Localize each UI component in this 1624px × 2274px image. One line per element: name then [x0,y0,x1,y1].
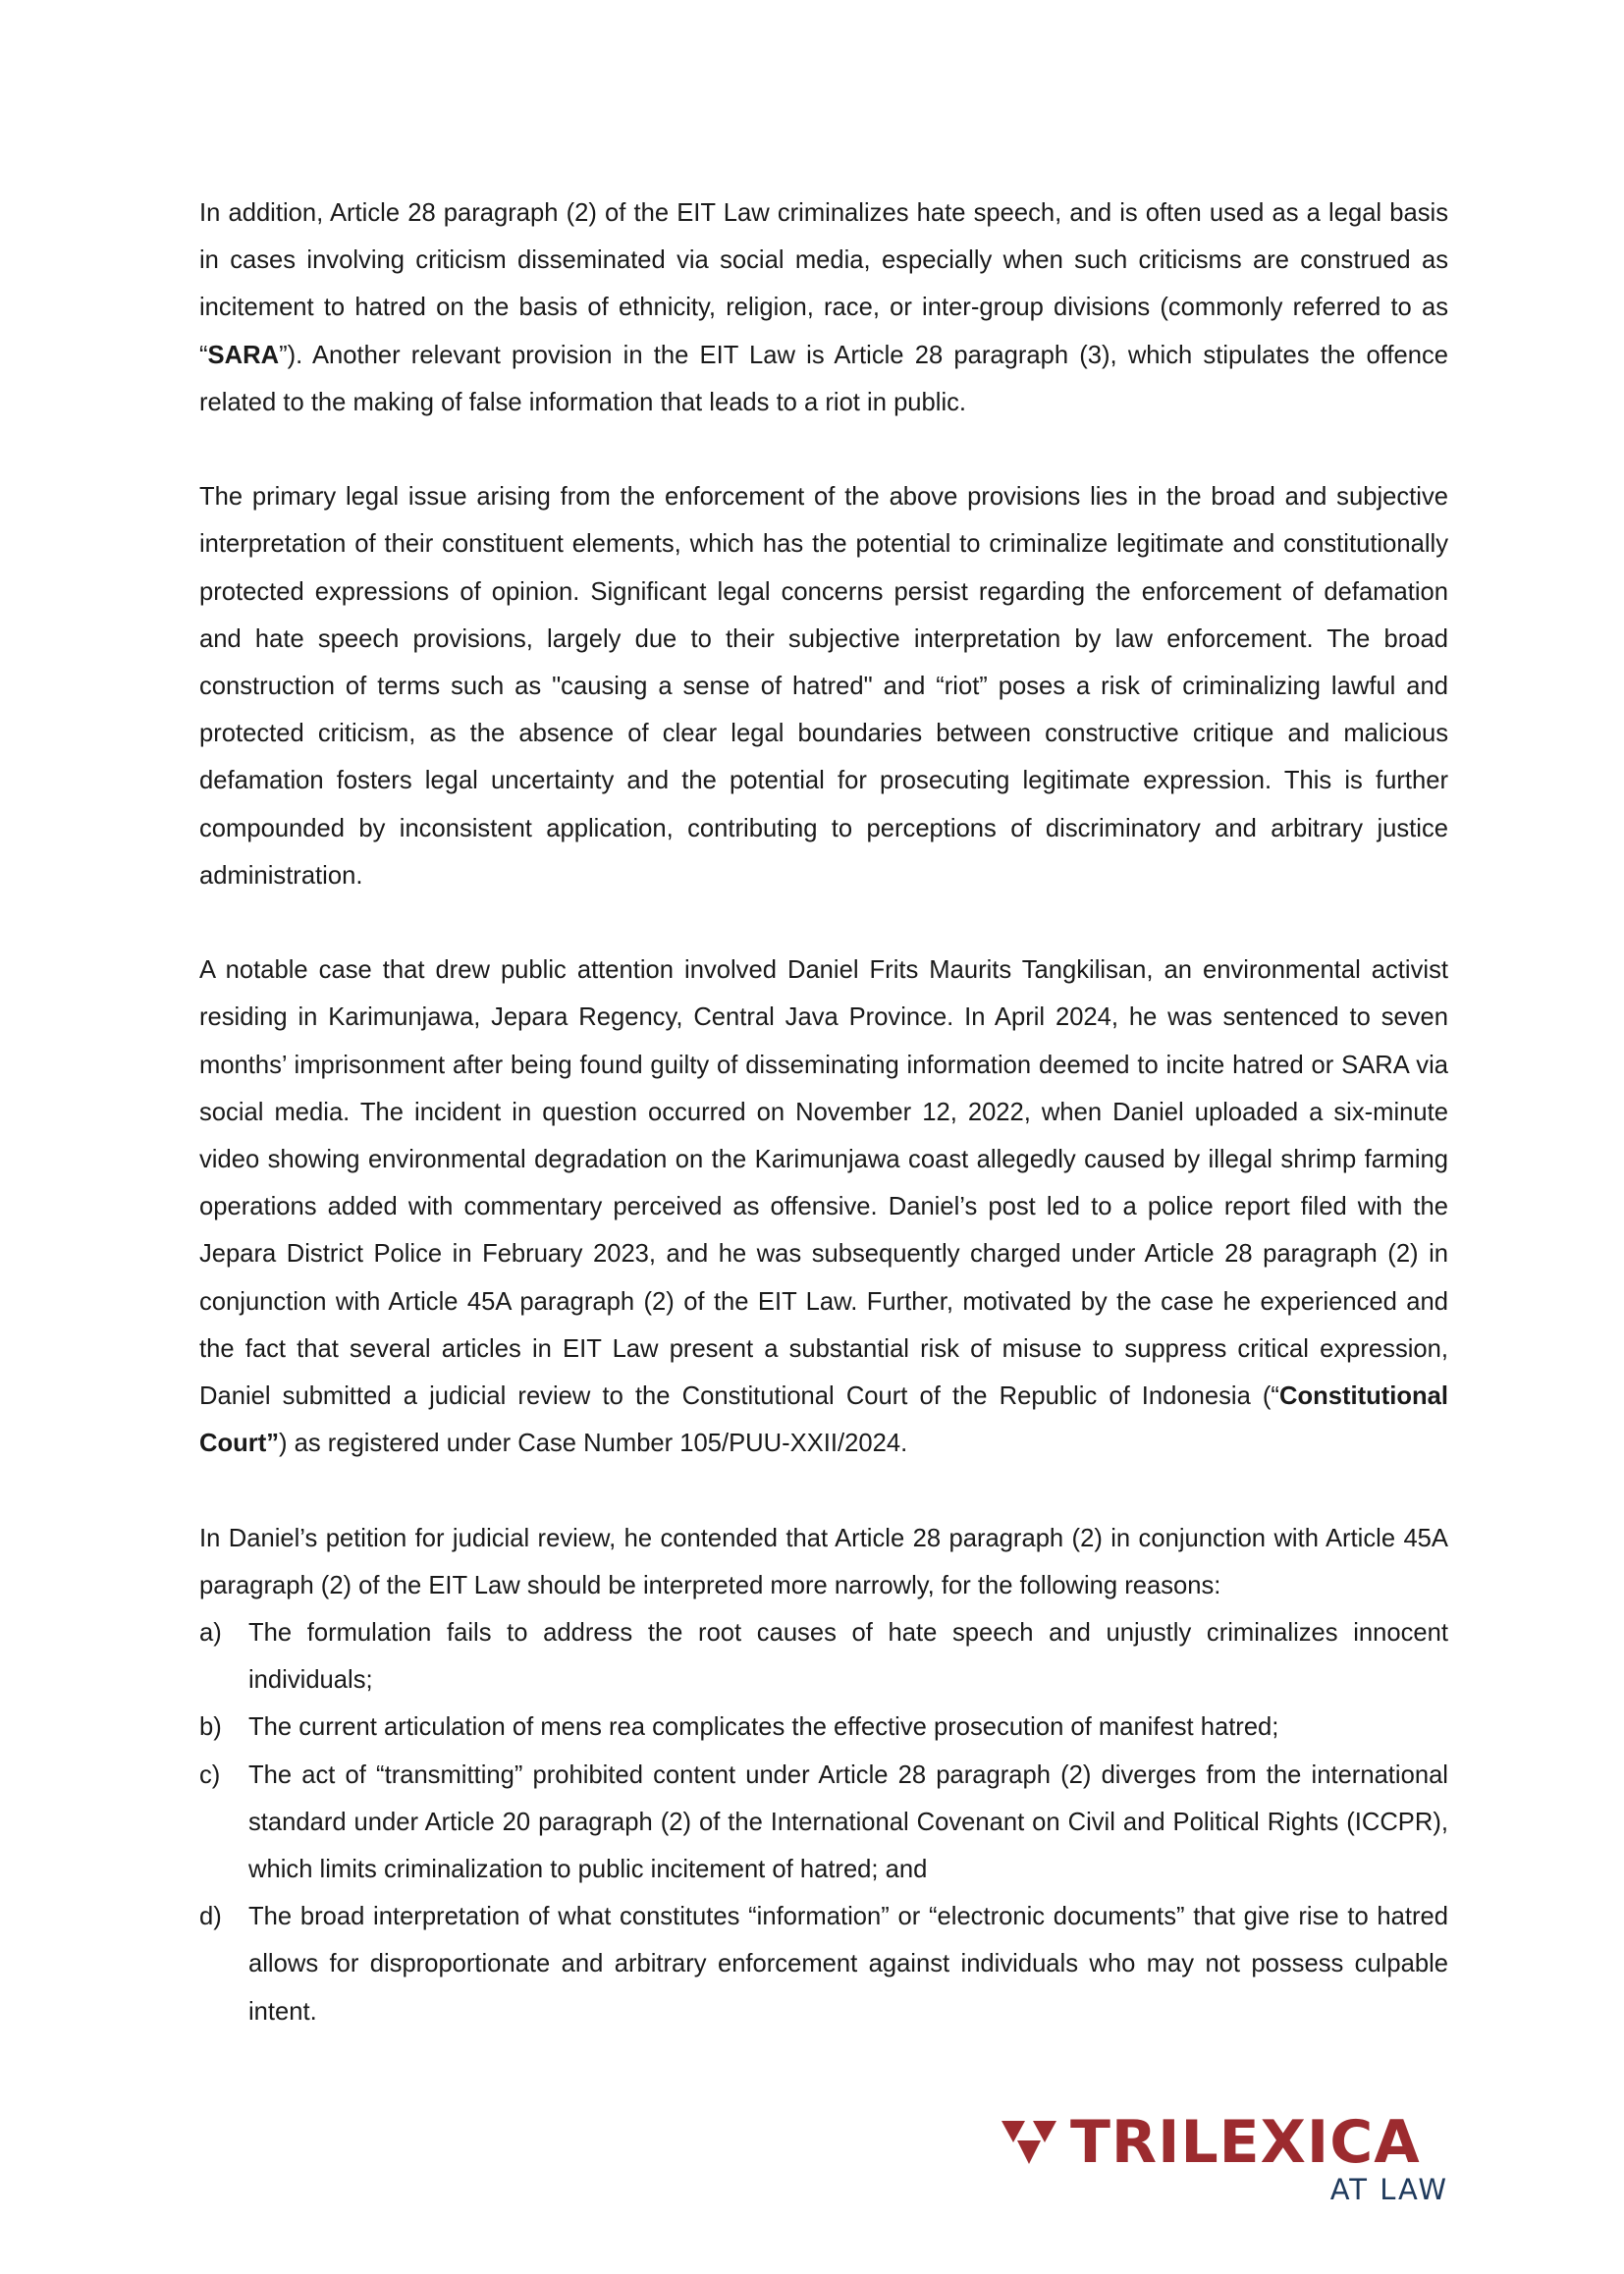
paragraph-legal-issue: The primary legal issue arising from the enforcement of the above provisions lies in the broad and subjective interpretation of their constituent elements, which has the potential to criminalize legitimate and constitutionally protected expressions of opinion. Significant legal concerns persist regarding the enforcement of defamation and hate speech provisions, largely due to their subjective interpretation by law enforcement. The broad construction of terms such as "causing a sense of hatred" and “riot” poses a risk of criminalizing lawful and protected criticism, as the absence of clear legal boundaries between constructive critique and malicious defamation fosters legal uncertainty and the potential for prosecuting legitimate expression. This is further compounded by inconsistent application, contributing to perceptions of discriminatory and arbitrary justice administration. [199,483,1448,890]
firm-logo [1001,2108,1453,2206]
paragraph-text: In addition, Article 28 paragraph (2) of the EIT Law criminalizes hate speech, and is often used as a legal basis in cases involving criticism disseminated via social media, especially when such criticisms are construed as incitement to hatred on the basis of ethnicity, religion, race, or inter-group divisions (commonly referred to as “ [199,199,1448,369]
defined-term-sara: SARA [207,341,280,369]
list-item-text: The act of “transmitting” prohibited content under Article 28 paragraph (2) diverges from the international standard under Article 20 paragraph (2) of the International Covenant on Civil and Political Rights (ICCPR), which limits criminalization to public incitement of hatred; and [248,1760,1448,1884]
list-marker: b) [199,1713,222,1742]
logo-subtitle: AT LAW [1329,2173,1448,2206]
list-marker: d) [199,1903,222,1931]
list-item-text: The current articulation of mens rea complicates the effective prosecution of manifest hatred; [248,1713,1279,1742]
paragraph-hate-speech [199,190,1448,426]
paragraph-text: A notable case that drew public attention involved Daniel Frits Maurits Tangkilisan, an environmental activist residing in Karimunjawa, Jepara Regency, Central Java Province. In April 2024, he was sentenced to seven months’ imprisonment after being found guilty of disseminating information deemed to incite hatred or SARA via social media. The incident in question occurred on November 12, 2022, when Daniel uploaded a six-minute video showing environmental degradation on the Karimunjawa coast allegedly caused by illegal shrimp farming operations added with commentary perceived as offensive. Daniel’s post led to a police report filed with the Jepara District Police in February 2023, and he was subsequently charged under Article 28 paragraph (2) in conjunction with Article 45A paragraph (2) of the EIT Law. Further, motivated by the case he experienced and the fact that several articles in EIT Law present a substantial risk of misuse to suppress critical expression, Daniel submitted a judicial review to the Constitutional Court of the Republic of Indonesia (“ [199,956,1448,1411]
logo-name: TRILEXICA [1070,2108,1421,2177]
list-marker: a) [199,1619,222,1648]
list-item-text: The broad interpretation of what constitutes “information” or “electronic documents” that give rise to hatred allows for disproportionate and arbitrary enforcement against individuals who may not possess culpable intent. [248,1903,1448,2026]
list-item [199,1752,1448,1894]
document-body [199,190,1448,2035]
list-item-text: The formulation fails to address the root causes of hate speech and unjustly criminalizes innocent individuals; [248,1619,1448,1695]
paragraph-text: ”). Another relevant provision in the EIT Law is Article 28 paragraph (3), which stipulates the offence related to the making of false information that leads to a riot in public. [199,341,1448,416]
paragraph-text: ) as registered under Case Number 105/PUU-XXII/2024. [279,1430,908,1458]
list-item [199,1704,1448,1751]
list-item [199,1609,1448,1704]
defined-term-constitutional-court: Constitutional Court” [199,1382,1448,1458]
list-marker: c) [199,1760,221,1789]
paragraph-petition-intro: In Daniel’s petition for judicial review, he contended that Article 28 paragraph (2) in conjunction with Article 45A paragraph (2) of the EIT Law should be interpreted more narrowly, for the following reasons: [199,1524,1448,1599]
paragraph-notable-case [199,947,1448,1467]
list-item [199,1893,1448,2035]
inverted-triangle-mark-icon [1001,2121,1056,2166]
reasons-list [199,1609,1448,2035]
